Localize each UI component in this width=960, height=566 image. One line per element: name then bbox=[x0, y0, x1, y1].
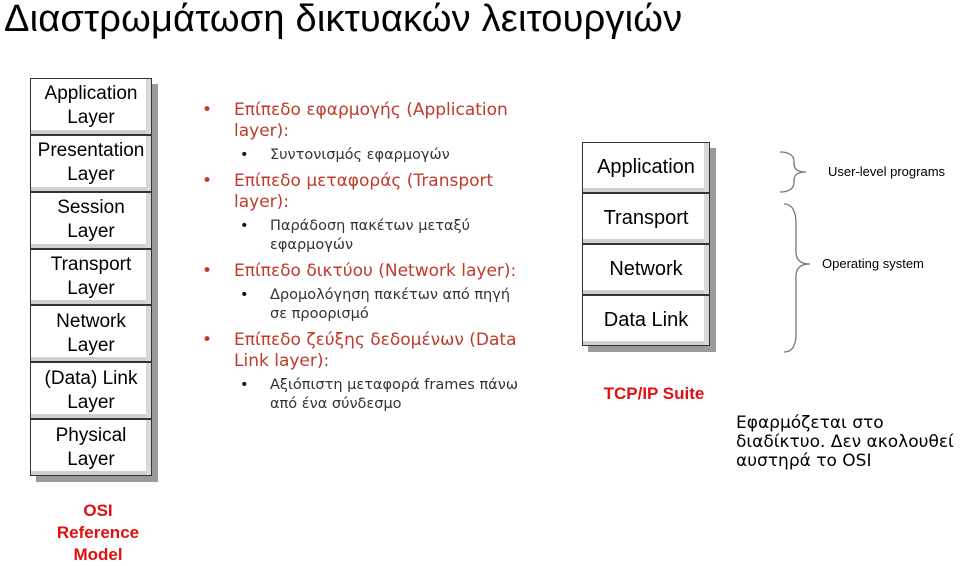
osi-layer-physical: Physical Layer bbox=[31, 420, 151, 475]
osi-layer-application: Application Layer bbox=[31, 79, 151, 136]
tcpip-layer-application: Application bbox=[583, 143, 709, 194]
brace-icon bbox=[770, 148, 830, 358]
bullet-detail: • Αξιόπιστη μεταφορά frames πάνω από ένα σύνδεσμο bbox=[200, 376, 530, 414]
osi-layer-transport: Transport Layer bbox=[31, 250, 151, 307]
tcpip-layer-transport: Transport bbox=[583, 194, 709, 245]
bullet-detail: • Συντονισμός εφαρμογών bbox=[200, 146, 530, 165]
bullet-heading: • Επίπεδο ζεύξης δεδομένων (Data Link layer): bbox=[200, 330, 530, 372]
bullet-heading: • Επίπεδο εφαρμογής (Application layer): bbox=[200, 100, 530, 142]
osi-caption: OSI Reference Model bbox=[56, 501, 140, 564]
tcpip-stack bbox=[582, 142, 710, 346]
tcpip-layer-network: Network bbox=[583, 245, 709, 296]
osi-layer-data-link: (Data) Link Layer bbox=[31, 363, 151, 420]
bullet-heading: • Επίπεδο μεταφοράς (Transport layer): bbox=[200, 171, 530, 213]
tcpip-caption: TCP/IP Suite bbox=[603, 384, 705, 403]
osi-layer-network: Network Layer bbox=[31, 306, 151, 363]
osi-stack bbox=[30, 78, 152, 476]
user-level-label: User-level programs bbox=[828, 164, 946, 179]
tcpip-note: Εφαρμόζεται στο διαδίκτυο. Δεν ακολουθεί αυστηρά το OSI bbox=[736, 413, 954, 471]
bullet-detail: • Παράδοση πακέτων μεταξύ εφαρμογών bbox=[200, 217, 530, 255]
layer-bullet-list bbox=[200, 98, 530, 420]
bullet-detail: • Δρομολόγηση πακέτων από πηγή σε προορισμό bbox=[200, 286, 530, 324]
operating-system-label: Operating system bbox=[822, 256, 924, 271]
osi-layer-session: Session Layer bbox=[31, 193, 151, 250]
user-level-brace bbox=[780, 152, 806, 192]
tcpip-layer-data-link: Data Link bbox=[583, 296, 709, 345]
operating-system-brace bbox=[784, 204, 810, 352]
osi-layer-presentation: Presentation Layer bbox=[31, 136, 151, 193]
page-title: Διαστρωμάτωση δικτυακών λειτουργιών bbox=[4, 0, 683, 40]
bullet-heading: • Επίπεδο δικτύου (Network layer): bbox=[200, 261, 530, 282]
